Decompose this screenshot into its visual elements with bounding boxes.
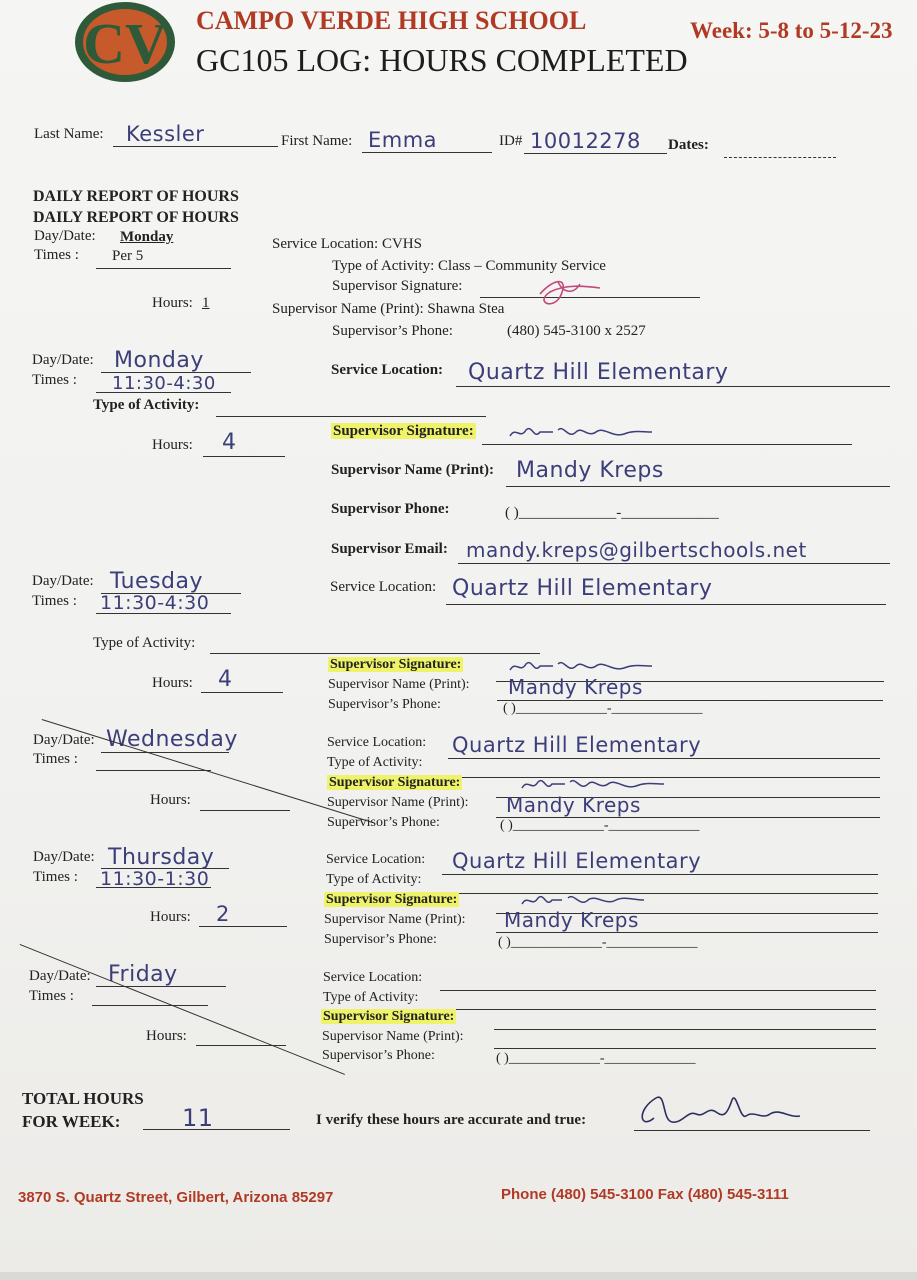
printed-service-location: Service Location: CVHS	[272, 236, 422, 252]
supervisor-name-label: Supervisor Name (Print):	[327, 795, 469, 810]
phone-template: ( )_____________-_____________	[498, 935, 698, 950]
day-date-label: Day/Date:	[33, 732, 95, 748]
supervisor-signature	[508, 422, 658, 444]
hours-label: Hours:	[152, 295, 193, 311]
last-name-label: Last Name:	[34, 126, 104, 142]
activity-label: Type of Activity:	[327, 755, 423, 770]
school-name: CAMPO VERDE HIGH SCHOOL	[196, 6, 587, 35]
signature-label: Supervisor Signature:	[329, 775, 461, 790]
times-label: Times :	[29, 988, 74, 1004]
signature-label: Supervisor Signature:	[323, 1009, 455, 1024]
day-date-label: Day/Date:	[32, 352, 94, 368]
times-label: Times :	[33, 869, 78, 885]
times-label: Times :	[34, 247, 79, 263]
printed-phone-label: Supervisor’s Phone:	[332, 323, 453, 339]
supervisor-phone-label: Supervisor’s Phone:	[327, 815, 440, 830]
log-title: GC105 LOG: HOURS COMPLETED	[196, 42, 688, 78]
total-hours-value: 11	[182, 1104, 214, 1132]
phone-template: ( )_____________-_____________	[496, 1051, 696, 1066]
hours-label: Hours:	[152, 437, 193, 453]
phone-template: ( )_____________-_____________	[503, 701, 703, 716]
signature-label: Supervisor Signature:	[330, 657, 462, 672]
service-location-label: Service Location:	[326, 852, 426, 867]
last-name-value: Kessler	[126, 122, 205, 146]
week-range: Week: 5-8 to 5-12-23	[690, 18, 893, 43]
thursday-supervisor-name: Mandy Kreps	[504, 908, 639, 932]
phone-template: ( )_____________-_____________	[505, 505, 719, 521]
supervisor-phone-label: Supervisor’s Phone:	[324, 932, 437, 947]
supervisor-phone-label: Supervisor Phone:	[331, 501, 450, 517]
day-date-label: Day/Date:	[29, 968, 91, 984]
hours-label: Hours:	[150, 909, 191, 925]
supervisor-phone-label: Supervisor’s Phone:	[328, 697, 441, 712]
supervisor-name-label: Supervisor Name (Print):	[331, 462, 495, 478]
tuesday-hours-value: 4	[218, 667, 233, 692]
supervisor-name-label: Supervisor Name (Print):	[328, 677, 470, 692]
tuesday-times-value: 11:30-4:30	[100, 592, 210, 614]
school-logo	[70, 0, 180, 90]
times-label: Times :	[32, 372, 77, 388]
svg-text:CV: CV	[83, 11, 167, 76]
printed-times-value: Per 5	[112, 248, 144, 264]
hours-label: Hours:	[152, 675, 193, 691]
day-date-label: Day/Date:	[34, 228, 96, 244]
report-heading-1: DAILY REPORT OF HOURS	[33, 188, 239, 205]
supervisor-name-label: Supervisor Name (Print):	[322, 1029, 464, 1044]
service-location-label: Service Location:	[323, 970, 423, 985]
dates-label: Dates:	[668, 137, 709, 153]
service-location-label: Service Location:	[330, 579, 437, 595]
activity-label: Type of Activity:	[93, 635, 196, 651]
thursday-day-value: Thursday	[108, 845, 215, 870]
hours-label: Hours:	[146, 1028, 187, 1044]
service-location-label: Service Location:	[331, 362, 444, 378]
verify-statement: I verify these hours are accurate and true:	[316, 1112, 587, 1128]
printed-supervisor-name: Supervisor Name (Print): Shawna Stea	[272, 301, 505, 317]
supervisor-email-label: Supervisor Email:	[331, 541, 448, 557]
signature-label: Supervisor Signature:	[326, 892, 458, 907]
first-name-label: First Name:	[281, 133, 353, 149]
cross-out-line	[20, 944, 345, 1075]
day-date-label: Day/Date:	[33, 849, 95, 865]
supervisor-phone-label: Supervisor’s Phone:	[322, 1048, 435, 1063]
monday-day-value: Monday	[114, 348, 204, 373]
total-hours-label-2: FOR WEEK:	[22, 1112, 121, 1131]
first-name-value: Emma	[368, 128, 438, 152]
printed-hours-value: 1	[202, 295, 210, 311]
thursday-location-value: Quartz Hill Elementary	[452, 849, 702, 873]
id-label: ID#	[499, 133, 523, 149]
hours-label: Hours:	[150, 792, 191, 808]
wednesday-day-value: Wednesday	[106, 727, 238, 752]
supervisor-signature-pink	[530, 272, 610, 312]
monday-times-value: 11:30-4:30	[112, 373, 216, 394]
tuesday-supervisor-name: Mandy Kreps	[508, 675, 643, 699]
printed-day-value: Monday	[120, 229, 174, 245]
activity-label: Type of Activity:	[326, 872, 422, 887]
printed-signature-label: Supervisor Signature:	[332, 278, 463, 294]
friday-day-value: Friday	[108, 962, 178, 987]
id-value: 10012278	[530, 129, 641, 153]
monday-supervisor-email: mandy.kreps@gilbertschools.net	[466, 538, 807, 562]
monday-hours-value: 4	[222, 430, 237, 455]
activity-label: Type of Activity:	[323, 990, 419, 1005]
printed-phone-value: (480) 545-3100 x 2527	[507, 323, 646, 339]
wednesday-supervisor-name: Mandy Kreps	[506, 793, 641, 817]
student-signature	[636, 1090, 806, 1135]
monday-location-value: Quartz Hill Elementary	[468, 360, 729, 385]
thursday-hours-value: 2	[216, 902, 230, 926]
tuesday-location-value: Quartz Hill Elementary	[452, 576, 713, 601]
phone-template: ( )_____________-_____________	[500, 818, 700, 833]
activity-label: Type of Activity:	[93, 397, 200, 413]
times-label: Times :	[33, 751, 78, 767]
times-label: Times :	[32, 593, 77, 609]
school-phone-fax: Phone (480) 545-3100 Fax (480) 545-3111	[501, 1186, 789, 1203]
school-address: 3870 S. Quartz Street, Gilbert, Arizona 85297	[18, 1189, 334, 1206]
service-location-label: Service Location:	[327, 735, 427, 750]
report-heading-2: DAILY REPORT OF HOURS	[33, 209, 239, 226]
wednesday-location-value: Quartz Hill Elementary	[452, 733, 702, 757]
signature-label: Supervisor Signature:	[333, 423, 474, 439]
total-hours-label: TOTAL HOURS	[22, 1089, 144, 1108]
monday-supervisor-name: Mandy Kreps	[516, 458, 664, 483]
supervisor-name-label: Supervisor Name (Print):	[324, 912, 466, 927]
day-date-label: Day/Date:	[32, 573, 94, 589]
tuesday-day-value: Tuesday	[110, 569, 204, 594]
printed-activity: Type of Activity: Class – Community Service	[332, 258, 606, 274]
thursday-times-value: 11:30-1:30	[100, 868, 210, 890]
